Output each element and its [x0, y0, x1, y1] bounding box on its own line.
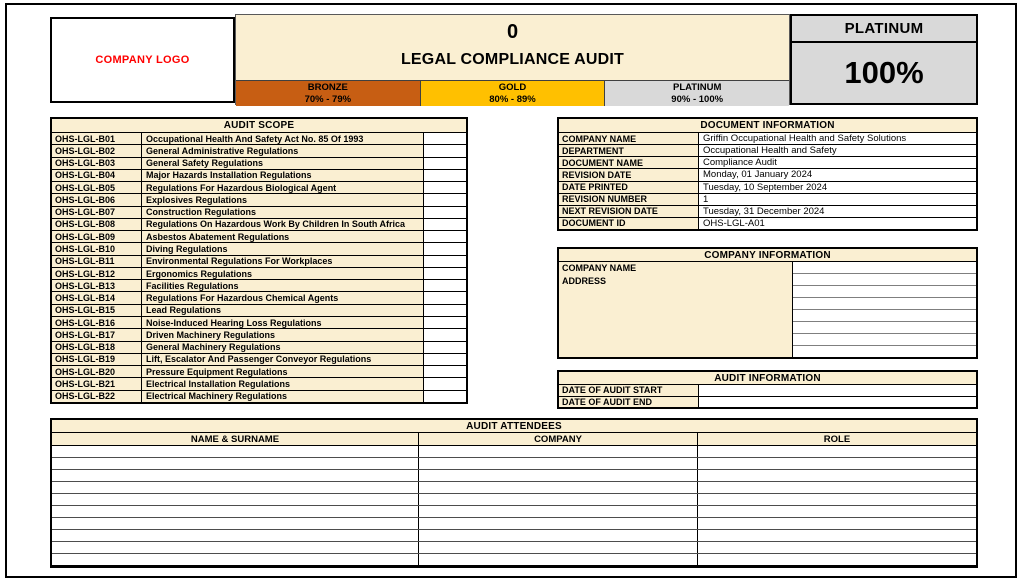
scope-code: OHS-LGL-B11 [52, 256, 142, 267]
audit-scope-row [52, 329, 466, 341]
scope-result-cell[interactable] [424, 292, 466, 303]
audit-info-value-cell[interactable] [699, 385, 976, 396]
audit-info-value-cell[interactable] [699, 397, 976, 408]
audit-scope-row [52, 354, 466, 366]
audit-scope-row [52, 158, 466, 170]
attendee-row [52, 458, 976, 470]
attendee-role-cell[interactable] [698, 482, 976, 493]
document-information-rows [559, 133, 976, 229]
scope-name: Diving Regulations [142, 243, 424, 254]
audit-scope-row [52, 366, 466, 378]
scope-code: OHS-LGL-B12 [52, 268, 142, 279]
audit-scope-header: AUDIT SCOPE [52, 119, 466, 133]
attendees-column-header-company: COMPANY [419, 433, 698, 445]
scope-result-cell[interactable] [424, 170, 466, 181]
rating-result-percent: 100% [844, 55, 924, 90]
audit-info-label: DATE OF AUDIT END [559, 397, 699, 408]
scope-name: General Safety Regulations [142, 158, 424, 169]
audit-score-value: 0 [506, 21, 519, 43]
attendee-row [52, 494, 976, 506]
attendee-company-cell[interactable] [419, 554, 698, 565]
scope-code: OHS-LGL-B03 [52, 158, 142, 169]
scope-result-cell[interactable] [424, 280, 466, 291]
doc-info-value: Griffin Occupational Health and Safety Solutions [699, 133, 976, 144]
attendee-company-cell[interactable] [419, 458, 698, 469]
scope-name: Driven Machinery Regulations [142, 329, 424, 340]
audit-attendees-column-headers [52, 433, 976, 446]
doc-info-value: Occupational Health and Safety [699, 145, 976, 156]
attendee-name-cell[interactable] [52, 506, 419, 517]
scope-result-cell[interactable] [424, 194, 466, 205]
scope-name: Facilities Regulations [142, 280, 424, 291]
document-information-header: DOCUMENT INFORMATION [559, 119, 976, 133]
scope-result-cell[interactable] [424, 158, 466, 169]
header-score-block [236, 15, 789, 80]
audit-scope-table [50, 117, 468, 404]
attendee-company-cell[interactable] [419, 530, 698, 541]
attendee-name-cell[interactable] [52, 554, 419, 565]
scope-code: OHS-LGL-B04 [52, 170, 142, 181]
audit-scope-row [52, 170, 466, 182]
scope-code: OHS-LGL-B10 [52, 243, 142, 254]
attendee-role-cell[interactable] [698, 530, 976, 541]
scope-code: OHS-LGL-B17 [52, 329, 142, 340]
audit-attendees-header: AUDIT ATTENDEES [52, 420, 976, 433]
rating-band-bronze [236, 81, 421, 106]
attendee-row [52, 518, 976, 530]
scope-result-cell[interactable] [424, 317, 466, 328]
audit-info-label: DATE OF AUDIT START [559, 385, 699, 396]
document-information-row [559, 206, 976, 218]
document-information-row [559, 194, 976, 206]
scope-result-cell[interactable] [424, 342, 466, 353]
attendee-name-cell[interactable] [52, 542, 419, 553]
company-name-value-cell[interactable] [793, 262, 976, 274]
audit-scope-row [52, 317, 466, 329]
attendee-name-cell[interactable] [52, 446, 419, 457]
audit-scope-row [52, 342, 466, 354]
scope-code: OHS-LGL-B01 [52, 133, 142, 144]
band-range: 80% - 89% [489, 93, 536, 105]
address-value-cell[interactable] [793, 322, 976, 334]
scope-result-cell[interactable] [424, 378, 466, 389]
attendee-name-cell[interactable] [52, 470, 419, 481]
scope-name: Asbestos Abatement Regulations [142, 231, 424, 242]
rating-result-box [790, 14, 978, 105]
attendee-row [52, 530, 976, 542]
audit-information-row [559, 385, 976, 397]
scope-name: Regulations For Hazardous Biological Agent [142, 182, 424, 193]
rating-band-platinum [605, 81, 789, 106]
audit-scope-row [52, 145, 466, 157]
scope-result-cell[interactable] [424, 182, 466, 193]
address-label: ADDRESS [562, 275, 607, 286]
doc-info-value: Tuesday, 31 December 2024 [699, 206, 976, 217]
attendee-role-cell[interactable] [698, 446, 976, 457]
attendee-name-cell[interactable] [52, 530, 419, 541]
audit-scope-row [52, 391, 466, 402]
audit-scope-row [52, 207, 466, 219]
attendee-company-cell[interactable] [419, 518, 698, 529]
doc-info-label: REVISION NUMBER [559, 194, 699, 205]
scope-code: OHS-LGL-B15 [52, 305, 142, 316]
company-information-value-rows [793, 262, 976, 357]
scope-code: OHS-LGL-B02 [52, 145, 142, 156]
doc-info-label: COMPANY NAME [559, 133, 699, 144]
company-information-labels [559, 262, 793, 357]
scope-result-cell[interactable] [424, 219, 466, 230]
attendee-role-cell[interactable] [698, 458, 976, 469]
address-value-cell[interactable] [793, 286, 976, 298]
doc-info-label: NEXT REVISION DATE [559, 206, 699, 217]
audit-scope-row [52, 231, 466, 243]
audit-scope-row [52, 292, 466, 304]
attendee-row [52, 482, 976, 494]
rating-result-label: PLATINUM [792, 16, 976, 43]
scope-result-cell[interactable] [424, 305, 466, 316]
scope-code: OHS-LGL-B05 [52, 182, 142, 193]
company-name-label: COMPANY NAME [562, 263, 637, 273]
address-value-cell[interactable] [793, 310, 976, 322]
band-name: GOLD [498, 81, 527, 93]
attendee-name-cell[interactable] [52, 458, 419, 469]
document-information-row [559, 133, 976, 145]
company-information-table [557, 247, 978, 359]
audit-scope-row [52, 182, 466, 194]
attendee-name-cell[interactable] [52, 518, 419, 529]
scope-code: OHS-LGL-B20 [52, 366, 142, 377]
scope-result-cell[interactable] [424, 366, 466, 377]
scope-name: Electrical Machinery Regulations [142, 391, 424, 402]
doc-info-label: DOCUMENT ID [559, 218, 699, 229]
page-title: LEGAL COMPLIANCE AUDIT [400, 51, 625, 68]
scope-code: OHS-LGL-B14 [52, 292, 142, 303]
attendee-row [52, 554, 976, 565]
document-information-table [557, 117, 978, 231]
attendee-role-cell[interactable] [698, 518, 976, 529]
scope-name: Electrical Installation Regulations [142, 378, 424, 389]
attendee-company-cell[interactable] [419, 542, 698, 553]
document-information-row [559, 169, 976, 181]
audit-scope-row [52, 305, 466, 317]
scope-result-cell[interactable] [424, 329, 466, 340]
scope-code: OHS-LGL-B22 [52, 391, 142, 402]
scope-code: OHS-LGL-B08 [52, 219, 142, 230]
scope-name: Explosives Regulations [142, 194, 424, 205]
audit-attendees-table [50, 418, 978, 568]
audit-scope-row [52, 219, 466, 231]
doc-info-label: REVISION DATE [559, 169, 699, 180]
scope-code: OHS-LGL-B19 [52, 354, 142, 365]
scope-result-cell[interactable] [424, 145, 466, 156]
doc-info-label: DEPARTMENT [559, 145, 699, 156]
attendee-row [52, 506, 976, 518]
document-information-row [559, 145, 976, 157]
address-value-cell[interactable] [793, 334, 976, 346]
scope-name: General Administrative Regulations [142, 145, 424, 156]
scope-name: Ergonomics Regulations [142, 268, 424, 279]
scope-code: OHS-LGL-B06 [52, 194, 142, 205]
header-center [235, 14, 790, 105]
attendee-company-cell[interactable] [419, 482, 698, 493]
attendee-role-cell[interactable] [698, 494, 976, 505]
attendee-name-cell[interactable] [52, 494, 419, 505]
attendee-company-cell[interactable] [419, 506, 698, 517]
doc-info-label: DATE PRINTED [559, 182, 699, 193]
band-range: 70% - 79% [304, 93, 352, 105]
scope-name: Lift, Escalator And Passenger Conveyor Regulations [142, 354, 424, 365]
scope-code: OHS-LGL-B18 [52, 342, 142, 353]
scope-code: OHS-LGL-B07 [52, 207, 142, 218]
attendee-company-cell[interactable] [419, 470, 698, 481]
band-name: PLATINUM [672, 81, 722, 93]
scope-result-cell[interactable] [424, 231, 466, 242]
scope-result-cell[interactable] [424, 133, 466, 144]
address-value-cell[interactable] [793, 298, 976, 310]
doc-info-value: Compliance Audit [699, 157, 976, 168]
scope-code: OHS-LGL-B21 [52, 378, 142, 389]
address-value-cell[interactable] [793, 274, 976, 286]
scope-code: OHS-LGL-B09 [52, 231, 142, 242]
attendee-company-cell[interactable] [419, 494, 698, 505]
scope-result-cell[interactable] [424, 354, 466, 365]
scope-code: OHS-LGL-B13 [52, 280, 142, 291]
scope-result-cell[interactable] [424, 268, 466, 279]
scope-name: Environmental Regulations For Workplaces [142, 256, 424, 267]
scope-name: Occupational Health And Safety Act No. 85 Of 1993 [142, 133, 424, 144]
audit-scope-row [52, 378, 466, 390]
attendee-company-cell[interactable] [419, 446, 698, 457]
company-logo-text: COMPANY LOGO [95, 54, 190, 66]
rating-bands [236, 80, 789, 106]
audit-scope-row [52, 256, 466, 268]
document-information-row [559, 157, 976, 169]
audit-information-table [557, 370, 978, 409]
scope-result-cell[interactable] [424, 243, 466, 254]
scope-result-cell[interactable] [424, 391, 466, 402]
attendee-row [52, 470, 976, 482]
rating-band-gold [421, 81, 606, 106]
address-value-cell[interactable] [793, 346, 976, 357]
attendee-row [52, 446, 976, 458]
doc-info-value: Monday, 01 January 2024 [699, 169, 976, 180]
audit-scope-row [52, 268, 466, 280]
attendee-role-cell[interactable] [698, 470, 976, 481]
scope-name: Major Hazards Installation Regulations [142, 170, 424, 181]
audit-scope-row [52, 194, 466, 206]
scope-name: Regulations On Hazardous Work By Children In South Africa [142, 219, 424, 230]
scope-name: Lead Regulations [142, 305, 424, 316]
audit-scope-row [52, 243, 466, 255]
attendee-role-cell[interactable] [698, 542, 976, 553]
scope-result-cell[interactable] [424, 207, 466, 218]
audit-information-rows [559, 385, 976, 407]
band-name: BRONZE [307, 81, 348, 93]
doc-info-value: Tuesday, 10 September 2024 [699, 182, 976, 193]
audit-scope-rows [52, 133, 466, 402]
doc-info-label: DOCUMENT NAME [559, 157, 699, 168]
scope-result-cell[interactable] [424, 256, 466, 267]
scope-name: Construction Regulations [142, 207, 424, 218]
audit-information-header: AUDIT INFORMATION [559, 372, 976, 385]
doc-info-value: OHS-LGL-A01 [699, 218, 976, 229]
attendee-row [52, 542, 976, 554]
company-information-header: COMPANY INFORMATION [559, 249, 976, 262]
doc-info-value: 1 [699, 194, 976, 205]
band-range: 90% - 100% [671, 93, 724, 105]
audit-information-row [559, 397, 976, 408]
scope-name: General Machinery Regulations [142, 342, 424, 353]
attendee-role-cell[interactable] [698, 554, 976, 565]
audit-attendees-rows [52, 446, 976, 565]
scope-name: Regulations For Hazardous Chemical Agents [142, 292, 424, 303]
attendee-name-cell[interactable] [52, 482, 419, 493]
document-information-row [559, 182, 976, 194]
attendees-column-header-role: ROLE [823, 433, 851, 445]
document-information-row [559, 218, 976, 229]
attendee-role-cell[interactable] [698, 506, 976, 517]
scope-name: Pressure Equipment Regulations [142, 366, 424, 377]
scope-code: OHS-LGL-B16 [52, 317, 142, 328]
audit-scope-row [52, 133, 466, 145]
attendees-column-header-name-surname: NAME & SURNAME [52, 433, 419, 445]
company-logo-box [50, 17, 235, 103]
company-information-body [559, 262, 976, 357]
scope-name: Noise-Induced Hearing Loss Regulations [142, 317, 424, 328]
audit-scope-row [52, 280, 466, 292]
